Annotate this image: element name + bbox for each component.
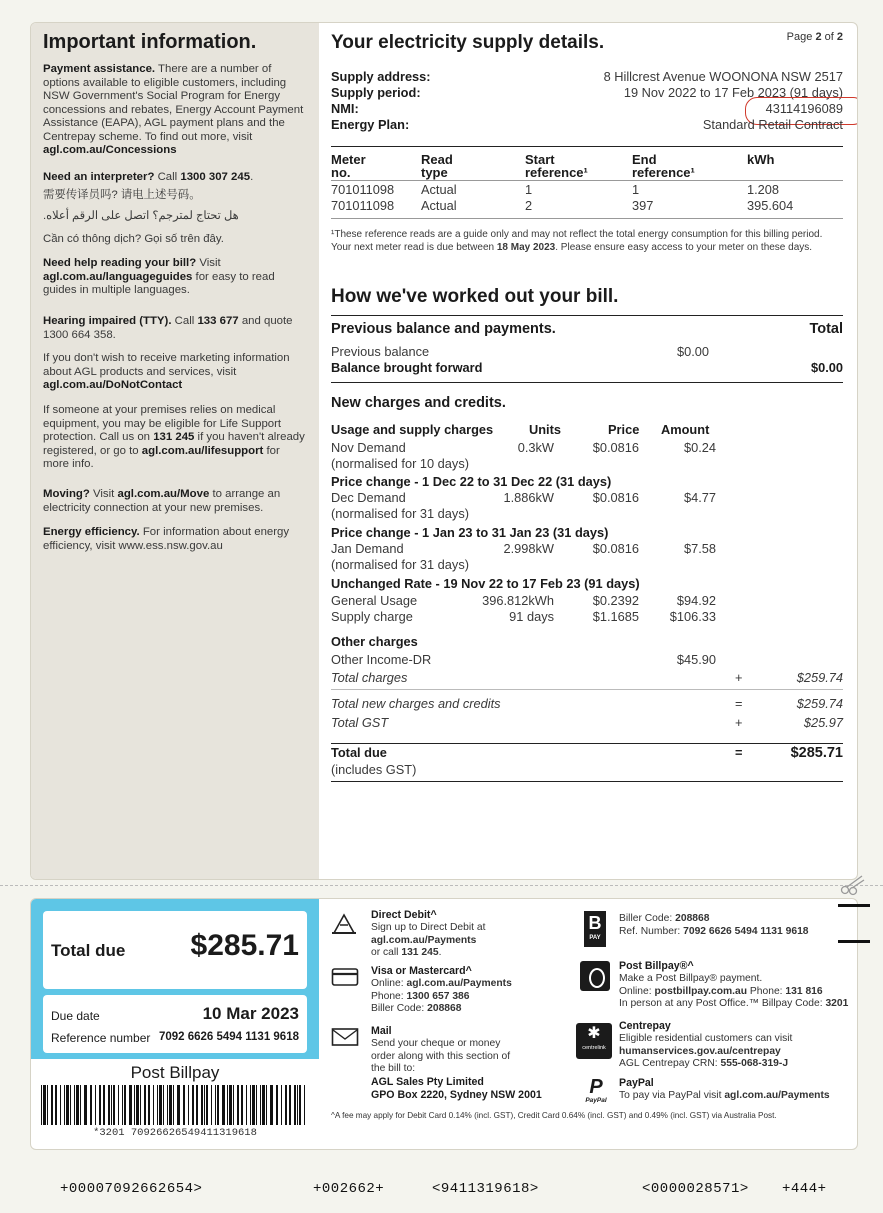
- barcode-bar: [285, 1085, 287, 1125]
- slip-blue-panel: [31, 899, 319, 1059]
- new-charges-title: New charges and credits.: [331, 395, 506, 411]
- supply-address-row: Supply address: 8 Hillcrest Avenue WOONONA NSW 2517: [331, 69, 843, 84]
- barcode-bar: [266, 1085, 267, 1125]
- end-ref-header: End reference¹: [632, 152, 695, 180]
- charge-line-note: (normalised for 31 days): [331, 506, 469, 521]
- bottom-rule: [331, 781, 843, 782]
- interpreter-zh: 需要传译员吗? 请电上述号码。: [43, 189, 201, 201]
- do-not-contact-para: If you don't wish to receive marketing information about AGL products and services, visit agl.com.au/DoNotContact: [43, 352, 290, 391]
- postbillpay-link[interactable]: postbillpay.com.au: [654, 985, 748, 997]
- scissors-icon: [840, 874, 866, 896]
- barcode-bar: [80, 1085, 81, 1125]
- barcode-bar: [90, 1085, 92, 1125]
- barcode-bar: [227, 1085, 228, 1125]
- total-due-box: Total due $285.71: [43, 911, 307, 989]
- page-indicator: Page 2 of 2: [786, 31, 843, 43]
- interpreter-phone[interactable]: 1300 307 245: [180, 171, 251, 183]
- paypal-logo: P PayPal: [585, 1076, 607, 1104]
- barcode-bar: [108, 1085, 110, 1125]
- barcode-bar: [237, 1085, 239, 1125]
- barcode-bar: [136, 1085, 139, 1125]
- barcode-bar: [262, 1085, 265, 1125]
- barcode-bar: [201, 1085, 203, 1125]
- total-due-sub: (includes GST): [331, 762, 417, 777]
- barcode-bar: [43, 1085, 46, 1125]
- barcode-bar: [51, 1085, 53, 1125]
- nmi-row: NMI: 43114196089: [331, 101, 843, 116]
- main-column: [331, 23, 843, 879]
- lifesupport-link[interactable]: agl.com.au/lifesupport: [141, 444, 264, 457]
- bill-breakdown-title: How we've worked out your bill.: [331, 286, 619, 307]
- barcode-bar: [134, 1085, 135, 1125]
- start-ref-header: Start reference¹: [525, 152, 588, 180]
- total-new-row: Total new charges and credits = $259.74: [331, 696, 843, 711]
- card-payments-link[interactable]: agl.com.au/Payments: [406, 977, 512, 989]
- prev-balance-title: Previous balance and payments.: [331, 321, 556, 337]
- charge-line: General Usage 396.812kWh $0.2392 $94.92: [331, 593, 716, 608]
- barcode-bar: [66, 1085, 69, 1125]
- due-date: 10 Mar 2023: [202, 1004, 299, 1023]
- barcode-text: *3201 70926626549411319618: [93, 1127, 257, 1139]
- barcode-bar: [47, 1085, 48, 1125]
- barcode-bar: [256, 1085, 257, 1125]
- mail-method: Mail Send your cheque or money order along with this section of the bill to: AGL Sales Pty Limited GPO Box 2220, Sydney NSW 2001: [371, 1025, 542, 1101]
- barcode-bar: [129, 1085, 132, 1125]
- barcode-bar: [250, 1085, 251, 1125]
- barcode-bar: [169, 1085, 172, 1125]
- charge-line-note: (normalised for 10 days): [331, 456, 469, 471]
- reading-help-para: Need help reading your bill? Visit agl.com.au/languageguides for easy to read guides in multiple languages.: [43, 257, 275, 296]
- price-change-jan: Price change - 1 Jan 23 to 31 Jan 23 (31 days): [331, 525, 609, 540]
- barcode-bar: [215, 1085, 216, 1125]
- barcode-bar: [246, 1085, 247, 1125]
- barcode-bar: [188, 1085, 189, 1125]
- read-type-header: Read type: [421, 152, 453, 180]
- paypal-link[interactable]: agl.com.au/Payments: [724, 1089, 830, 1101]
- charge-line: Supply charge 91 days $1.1685 $106.33: [331, 609, 716, 624]
- barcode-bar: [281, 1085, 282, 1125]
- barcode-bar: [140, 1085, 141, 1125]
- direct-debit-link[interactable]: agl.com.au/Payments: [371, 934, 477, 946]
- barcode-bar: [299, 1085, 301, 1125]
- post-billpay-logo: [580, 961, 610, 991]
- sidebar-title: Important information.: [43, 31, 257, 53]
- charge-line: Jan Demand 2.998kW $0.0816 $7.58: [331, 541, 716, 556]
- interpreter-ar: هل تحتاج لمترجم؟ اتصل على الرقم أعلاه.: [43, 210, 239, 222]
- centrepay-logo: ✱ centrelink: [576, 1023, 612, 1059]
- interpreter-para: Need an interpreter? Call 1300 307 245.: [43, 171, 254, 183]
- direct-debit-method: Direct Debit^ Sign up to Direct Debit at agl.com.au/Payments or call 131 245.: [371, 909, 486, 959]
- meter-table-rule: [331, 146, 843, 147]
- barcode-bar: [159, 1085, 162, 1125]
- supply-address: 8 Hillcrest Avenue WOONONA NSW 2517: [603, 69, 843, 84]
- centrepay-method: Centrepay Eligible residential customers can visit humanservices.gov.au/centrepay AGL Centrepay CRN: 555-068-319-J: [619, 1020, 793, 1070]
- barcode-bar: [148, 1085, 150, 1125]
- barcode-bar: [41, 1085, 42, 1125]
- total-charges-row: Total charges + $259.74: [331, 670, 843, 685]
- meter-row: 701011098 Actual 1 1 1.208: [331, 182, 780, 197]
- moving-para: Moving? Visit agl.com.au/Move to arrange an electricity connection at your new premises.: [43, 488, 281, 514]
- energy-efficiency-para: Energy efficiency. For information about energy efficiency, visit www.ess.nsw.gov.au: [43, 526, 290, 552]
- barcode-bar: [167, 1085, 168, 1125]
- barcode-bar: [304, 1085, 305, 1125]
- energy-plan-row: Energy Plan: Standard Retail Contract: [331, 117, 843, 132]
- barcode-bar: [163, 1085, 164, 1125]
- card-method: Visa or Mastercard^ Online: agl.com.au/Payments Phone: 1300 657 386 Biller Code: 208868: [371, 965, 512, 1015]
- barcode-bar: [289, 1085, 291, 1125]
- price-change-dec: Price change - 1 Dec 22 to 31 Dec 22 (31 days): [331, 474, 612, 489]
- bpay-method: Biller Code: 208868 Ref. Number: 7092 6626 5494 1131 9618: [619, 913, 809, 937]
- payment-slip: [30, 898, 858, 1150]
- barcode-bar: [260, 1085, 261, 1125]
- tty-phone[interactable]: 133 677: [197, 315, 239, 327]
- reference-number: 7092 6626 5494 1131 9618: [158, 1031, 299, 1043]
- charge-line-note: (normalised for 31 days): [331, 557, 469, 572]
- barcode-bar: [211, 1085, 212, 1125]
- life-support-para: If someone at your premises relies on medical equipment, you may be eligible for Life Support protection. Call us on 131 245 if you haven't already registered, or go to agl.com.au/lifesupport for more info.: [43, 404, 305, 470]
- kwh-header: kWh: [747, 152, 775, 167]
- barcode-bar: [144, 1085, 146, 1125]
- barcode-bar: [103, 1085, 105, 1125]
- important-info-sidebar: [31, 23, 319, 879]
- barcode-bar: [183, 1085, 185, 1125]
- unchanged-rate: Unchanged Rate - 19 Nov 22 to 17 Feb 23 (91 days): [331, 576, 640, 591]
- supply-period: 19 Nov 2022 to 17 Feb 2023 (91 days): [623, 85, 843, 100]
- post-billpay-method: Post Billpay®^ Make a Post Billpay® payment. Online: postbillpay.com.au Phone: 131 816 In person at any Post Office.™ Billpay Code: 3201: [619, 960, 849, 1010]
- cut-line: [0, 885, 883, 886]
- supply-details-title: Your electricity supply details.: [331, 32, 605, 53]
- move-link[interactable]: agl.com.au/Move: [117, 488, 210, 500]
- micr-code-1: +00007092662654>: [60, 1181, 203, 1197]
- prev-balance-rule: [331, 315, 843, 316]
- barcode-bar: [233, 1085, 234, 1125]
- charge-line: Dec Demand 1.886kW $0.0816 $4.77: [331, 490, 716, 505]
- barcode-bar: [196, 1085, 198, 1125]
- barcode-bar: [60, 1085, 61, 1125]
- usage-header-row: Usage and supply charges Units Price Amount: [331, 422, 710, 437]
- barcode-bar: [76, 1085, 79, 1125]
- barcode-bar: [222, 1085, 225, 1125]
- barcode-bar: [74, 1085, 75, 1125]
- total-due-amount: $285.71: [790, 745, 843, 761]
- bpay-logo: B PAY: [584, 911, 606, 947]
- micr-code-3: <9411319618>: [432, 1181, 539, 1197]
- barcode-bar: [113, 1085, 115, 1125]
- meter-row: 701011098 Actual 2 397 395.604: [331, 198, 794, 213]
- nmi-value: 43114196089: [765, 101, 843, 116]
- total-gst-row: Total GST + $25.97: [331, 715, 843, 730]
- barcode-bar: [84, 1085, 87, 1125]
- micr-code-5: +444+: [782, 1181, 827, 1197]
- due-date-box: Due date 10 Mar 2023 Reference number 7092 6626 5494 1131 9618: [43, 995, 307, 1053]
- barcode-bar: [124, 1085, 126, 1125]
- postbillpay-title: Post Billpay: [130, 1063, 220, 1082]
- total-header: Total: [809, 321, 843, 337]
- barcode-bar: [204, 1085, 205, 1125]
- barcode-bar: [95, 1085, 96, 1125]
- meter-footer-rule: [331, 218, 843, 219]
- credit-card-icon: [331, 967, 359, 987]
- barcode-bar: [270, 1085, 273, 1125]
- energy-plan: Standard Retail Contract: [702, 117, 843, 132]
- barcode-bar: [294, 1085, 296, 1125]
- barcode-bar: [192, 1085, 194, 1125]
- barcode-bar: [177, 1085, 180, 1125]
- registration-mark: [838, 904, 870, 907]
- other-charges-title: Other charges: [331, 634, 418, 649]
- tty-para: Hearing impaired (TTY). Call 133 677 and quote 1300 664 358.: [43, 315, 293, 341]
- barcode-bar: [297, 1085, 298, 1125]
- barcode-bar: [64, 1085, 65, 1125]
- barcode-bar: [55, 1085, 57, 1125]
- total-due-row: Total due = $285.71: [331, 745, 843, 761]
- charge-line: Nov Demand 0.3kW $0.0816 $0.24: [331, 440, 716, 455]
- bill-page-2: [30, 22, 858, 880]
- interpreter-vi: Cần có thông dịch? Gọi số trên đây.: [43, 233, 224, 245]
- payment-assistance-para: Payment assistance. There are a number of options available to eligible customers, including NSW Government's Social Program for Energy concessions and rebates, Energy Account Payment Assistance (EAPA), AGL payment plans and the Centrepay scheme. To find out more, visit agl.com.au/Concessions: [43, 63, 304, 156]
- barcode-bar: [276, 1085, 278, 1125]
- life-support-phone[interactable]: 131 245: [153, 431, 195, 443]
- barcode-bar: [70, 1085, 71, 1125]
- total-due-rule: [331, 743, 843, 744]
- supply-period-row: Supply period: 19 Nov 2022 to 17 Feb 2023 (91 days): [331, 85, 843, 100]
- centrepay-link[interactable]: humanservices.gov.au/centrepay: [619, 1045, 781, 1057]
- concessions-link[interactable]: agl.com.au/Concessions: [43, 144, 177, 156]
- mail-icon: [331, 1027, 359, 1047]
- other-income-row: Other Income-DR $45.90: [331, 652, 716, 667]
- barcode-bar: [153, 1085, 154, 1125]
- barcode-bar: [122, 1085, 123, 1125]
- prev-balance-row: Previous balance $0.00: [331, 344, 710, 359]
- new-charges-rule: [331, 382, 843, 383]
- barcode-bar: [229, 1085, 232, 1125]
- meter-header-rule: [331, 180, 843, 181]
- postbillpay-barcode: [41, 1085, 309, 1125]
- subtotal-rule: [331, 689, 843, 690]
- micr-code-4: <0000028571>: [642, 1181, 749, 1197]
- micr-code-2: +002662+: [313, 1181, 385, 1197]
- barcode-bar: [252, 1085, 255, 1125]
- barcode-bar: [118, 1085, 119, 1125]
- barcode-bar: [173, 1085, 174, 1125]
- barcode-bar: [99, 1085, 101, 1125]
- slip-total-due: $285.71: [190, 929, 299, 962]
- barcode-bar: [241, 1085, 243, 1125]
- barcode-bar: [157, 1085, 158, 1125]
- barcode-bar: [111, 1085, 112, 1125]
- registration-mark: [838, 940, 870, 943]
- fee-note: ^A fee may apply for Debit Card 0.14% (incl. GST), Credit Card 0.64% (incl. GST) and 0.49% (incl. GST) via Australia Post.: [331, 1111, 777, 1120]
- balance-forward-row: Balance brought forward $0.00: [331, 360, 843, 375]
- direct-debit-icon: [331, 911, 357, 935]
- barcode-bar: [206, 1085, 208, 1125]
- paypal-method: PayPal To pay via PayPal visit agl.com.au/Payments: [619, 1077, 830, 1101]
- donotcontact-link[interactable]: agl.com.au/DoNotContact: [43, 379, 183, 391]
- meter-reading-note: ¹These reference reads are a guide only and may not reflect the total energy consumption for this billing period. Your next meter read is due between 18 May 2023. Please ensure easy access to your meter on these days.: [331, 229, 823, 253]
- languageguides-link[interactable]: agl.com.au/languageguides: [43, 270, 193, 283]
- barcode-bar: [217, 1085, 219, 1125]
- meter-no-header: Meter no.: [331, 152, 366, 180]
